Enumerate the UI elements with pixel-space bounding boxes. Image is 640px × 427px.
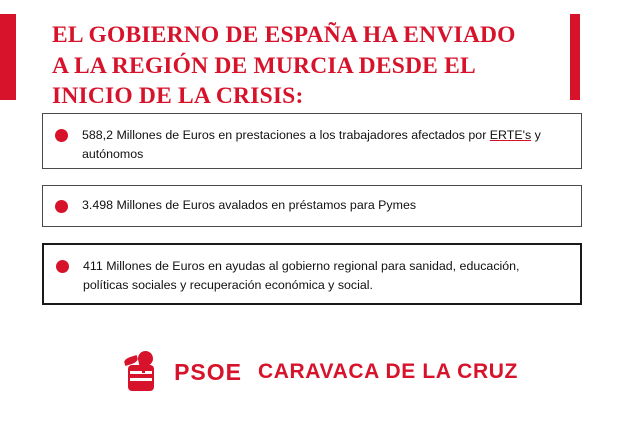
list-item-text-part1: 588,2 Millones de Euros en prestaciones a los trabajadores afectados por [82, 128, 490, 142]
psoe-rose-fist-icon [122, 349, 164, 395]
fist-shape [128, 365, 154, 391]
list-item-text-part2: y autónomos [82, 128, 541, 162]
left-red-bar [0, 14, 16, 100]
bullet-dot-icon [55, 200, 68, 213]
bullet-dot-icon [55, 129, 68, 142]
list-item [42, 243, 582, 305]
list-item-text [82, 126, 567, 164]
stem-shape [142, 363, 145, 373]
headline-line-1: EL GOBIERNO DE ESPAÑA HA ENVIADO [52, 22, 516, 48]
headline-line-2: A LA REGIÓN DE MURCIA DESDE EL [52, 52, 476, 79]
list-item [42, 113, 582, 169]
locality-name: CARAVACA DE LA CRUZ [258, 360, 518, 383]
bullet-list [42, 113, 582, 321]
list-item-text-underlined: ERTE's [489, 128, 532, 142]
footer-branding [0, 342, 640, 402]
list-item-text: 3.498 Millones de Euros avalados en préstamos para Pymes [82, 198, 417, 213]
bullet-dot-icon [56, 260, 69, 273]
headline-line-3: INICIO DE LA CRISIS: [52, 83, 304, 110]
party-name: PSOE [174, 358, 243, 385]
page-title [52, 20, 572, 112]
list-item [42, 185, 582, 227]
list-item-text: 411 Millones de Euros en ayudas al gobierno regional para sanidad, educación, políticas sociales y recuperación económica y social. [83, 259, 520, 293]
